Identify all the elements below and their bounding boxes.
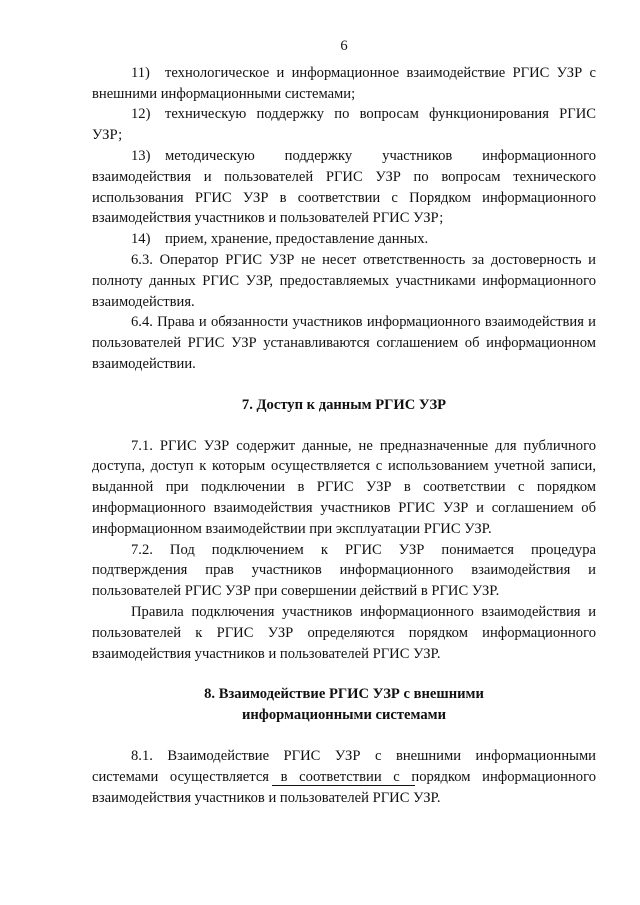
list-item-number: 12) [131,106,151,123]
list-item [92,229,596,250]
paragraph-6-3: 6.3. Оператор РГИС УЗР не несет ответственность за достоверность и полноту данных РГИС УЗР, предоставляемых участниками информационного взаимодействия. [92,251,596,310]
list-item-text: прием, хранение, предоставление данных. [165,231,429,248]
paragraph-7-rules: Правила подключения участников информационного взаимодействия и пользователей к РГИС УЗР определяются порядком информационного взаимодействия участников и пользователей РГИС УЗР. [92,603,596,662]
list-item [92,104,596,146]
section-8-heading [92,684,596,726]
list-item-number: 11) [131,64,150,81]
document-page [92,36,596,808]
paragraph-7-1: 7.1. РГИС УЗР содержит данные, не предназначенные для публичного доступа, доступ к которым осуществляется с использованием учетной записи, выданной при подключении в РГИС УЗР в соответствии с порядком информационного взаимодействия участников РГИС УЗР и соглашением об информационном взаимодействии при эксплуатации РГИС УЗР. [92,437,596,537]
section-8-heading-line-2: информационными системами [241,707,447,724]
section-8-heading-line-1: 8. Взаимодействие РГИС УЗР с внешними [204,686,484,703]
list-item-text: техническую поддержку по вопросам функционирования РГИС УЗР; [92,106,596,144]
list-item [92,146,596,229]
page-number: 6 [340,38,348,54]
list-item-text: технологическое и информационное взаимодействие РГИС УЗР с внешними информационными системами; [92,64,596,102]
section-7-heading: 7. Доступ к данным РГИС УЗР [241,396,447,413]
list-item [92,63,596,105]
list-item-text: методическую поддержку участников информационного взаимодействия и пользователей РГИС УЗР по вопросам технического использования РГИС УЗР в соответствии с Порядком информационного взаимодействия участников и пользователей РГИС УЗР; [92,147,596,227]
closing-rule [272,785,415,786]
paragraph-6-4: 6.4. Права и обязанности участников информационного взаимодействия и пользователей РГИС УЗР устанавливаются соглашением об информационном взаимодействии. [92,314,596,372]
list-item-number: 13) [131,147,151,164]
paragraph-8-1: 8.1. Взаимодействие РГИС УЗР с внешними информационными системами осуществляется в соответствии с порядком информационного взаимодействия участников и пользователей РГИС УЗР. [92,747,596,806]
list-item-number: 14) [131,231,151,248]
paragraph-7-2: 7.2. Под подключением к РГИС УЗР понимается процедура подтверждения прав участников информационного взаимодействия и пользователей РГИС УЗР при совершении действий в РГИС УЗР. [92,541,596,600]
